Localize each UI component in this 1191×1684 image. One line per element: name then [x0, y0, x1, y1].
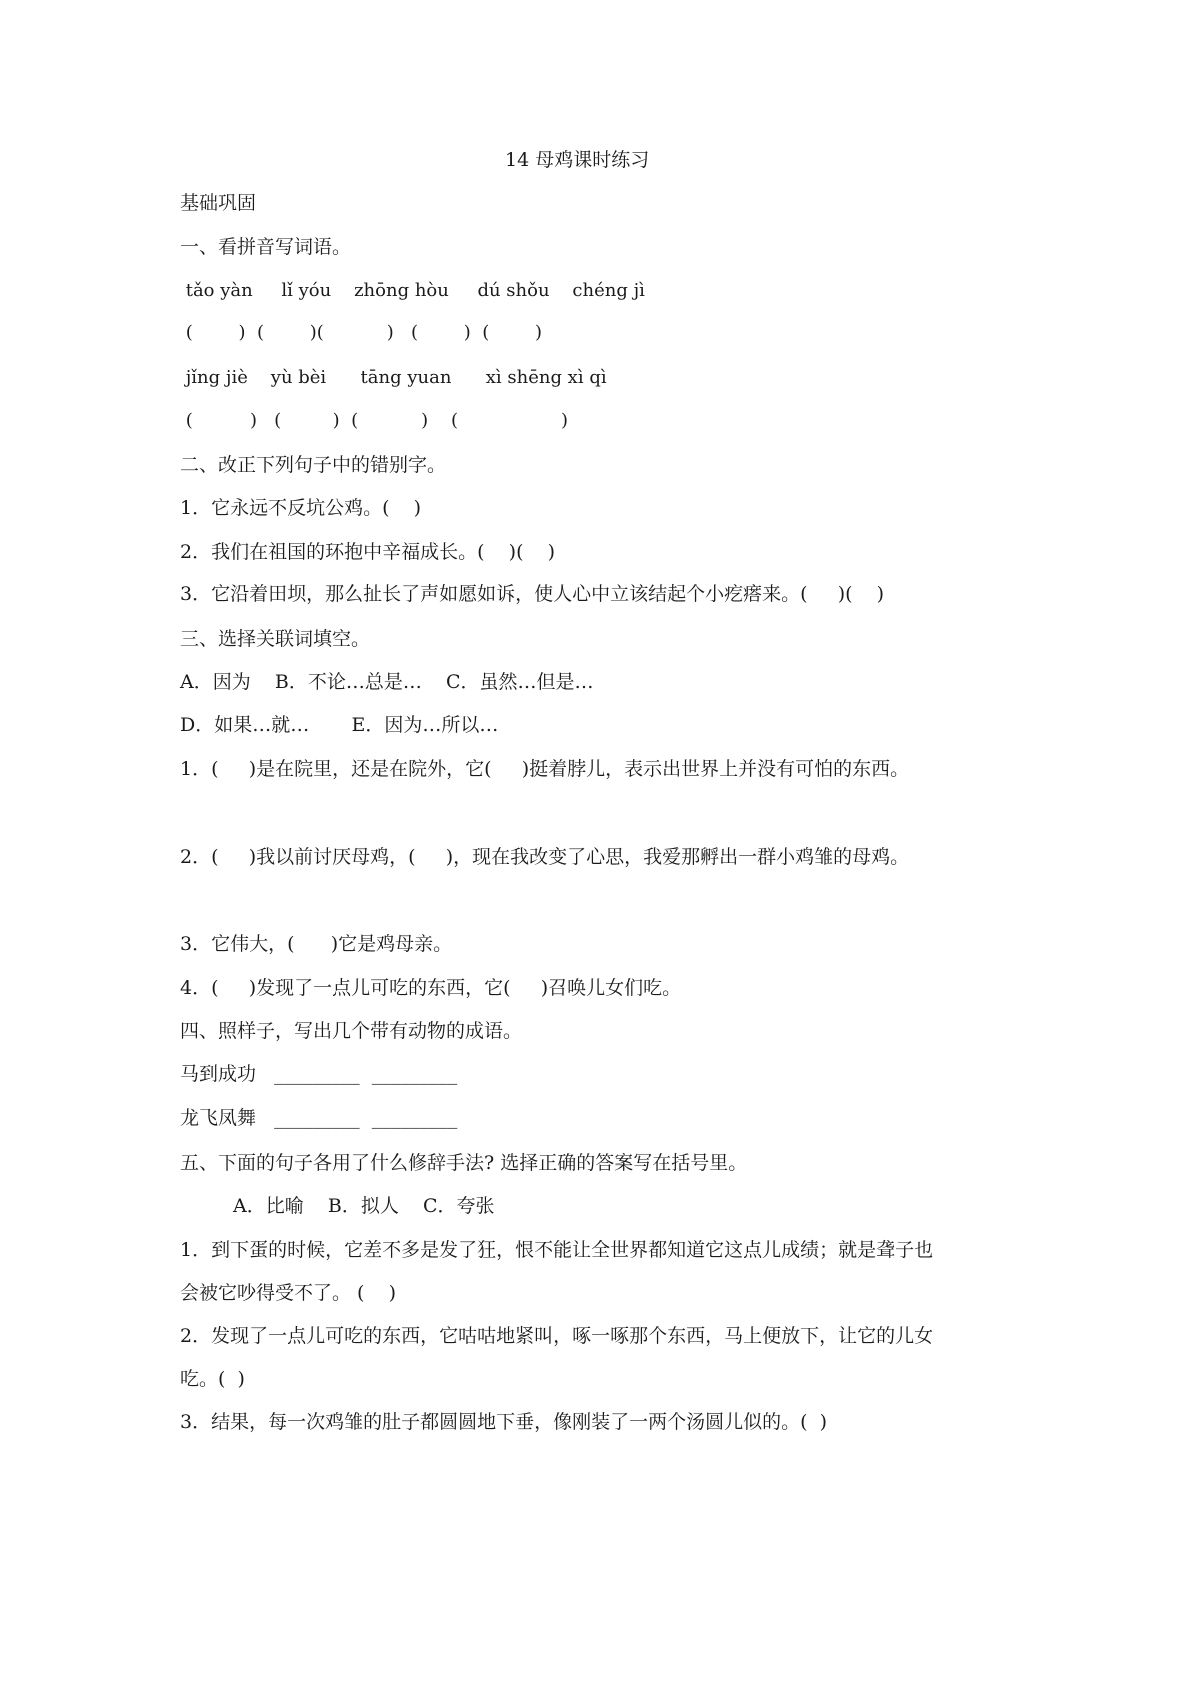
- q3-item-2[interactable]: 2．( )我以前讨厌母鸡，( )，现在我改变了心思，我爱那孵出一群小鸡雏的母鸡。: [180, 846, 910, 868]
- q3-item-3[interactable]: 3．它伟大，( )它是鸡母亲。: [180, 933, 453, 955]
- q4-idiom-row-2[interactable]: 龙飞凤舞 _________ _________: [180, 1107, 458, 1129]
- worksheet-title: 14 母鸡课时练习: [505, 149, 650, 171]
- q1-pinyin-row-1: tǎo yàn lǐ yóu zhōng hòu dú shǒu chéng jì: [180, 280, 645, 301]
- q4-heading: 四、照样子，写出几个带有动物的成语。: [180, 1020, 523, 1042]
- q1-heading: 一、看拼音写词语。: [180, 236, 352, 258]
- section-basic-heading: 基础巩固: [180, 192, 257, 214]
- q2-item-3[interactable]: 3．它沿着田坝，那么扯长了声如愿如诉，使人心中立该结起个小疙瘩来。( )( ): [180, 583, 885, 605]
- q5-item-1-line-2[interactable]: 会被它吵得受不了。 ( ): [180, 1282, 397, 1304]
- q2-item-2[interactable]: 2．我们在祖国的环抱中辛福成长。( )( ): [180, 541, 556, 563]
- q5-item-2-line-2[interactable]: 吃。( ): [180, 1368, 245, 1390]
- q5-heading: 五、下面的句子各用了什么修辞手法? 选择正确的答案写在括号里。: [180, 1152, 748, 1174]
- q3-options-row-2: D．如果…就… E．因为…所以…: [180, 714, 499, 736]
- q3-item-1[interactable]: 1．( )是在院里，还是在院外，它( )挺着脖儿，表示出世界上并没有可怕的东西。: [180, 758, 910, 780]
- q2-heading: 二、改正下列句子中的错别字。: [180, 454, 447, 476]
- q3-heading: 三、选择关联词填空。: [180, 628, 371, 650]
- q1-answer-brackets-row-2[interactable]: ( ) ( ) ( ) ( ): [180, 410, 569, 431]
- q5-item-2-line-1: 2．发现了一点儿可吃的东西，它咕咕地紧叫，啄一啄那个东西，马上便放下，让它的儿女: [180, 1325, 934, 1347]
- q2-item-1[interactable]: 1．它永远不反坑公鸡。( ): [180, 497, 422, 519]
- q1-answer-brackets-row-1[interactable]: ( ) ( )( ) ( ) ( ): [180, 322, 543, 343]
- q5-item-1-line-1: 1．到下蛋的时候，它差不多是发了狂，恨不能让全世界都知道它这点儿成绩；就是聋子也: [180, 1239, 934, 1261]
- q1-pinyin-row-2: jǐng jiè yù bèi tāng yuan xì shēng xì qì: [180, 367, 607, 388]
- q4-idiom-row-1[interactable]: 马到成功 _________ _________: [180, 1063, 458, 1085]
- q5-options: A．比喻 B．拟人 C．夸张: [233, 1195, 495, 1217]
- q3-options-row-1: A．因为 B．不论…总是… C．虽然…但是…: [180, 671, 594, 693]
- q3-item-4[interactable]: 4．( )发现了一点儿可吃的东西，它( )召唤儿女们吃。: [180, 977, 682, 999]
- q5-item-3[interactable]: 3．结果，每一次鸡雏的肚子都圆圆地下垂，像刚装了一两个汤圆儿似的。( ): [180, 1411, 827, 1433]
